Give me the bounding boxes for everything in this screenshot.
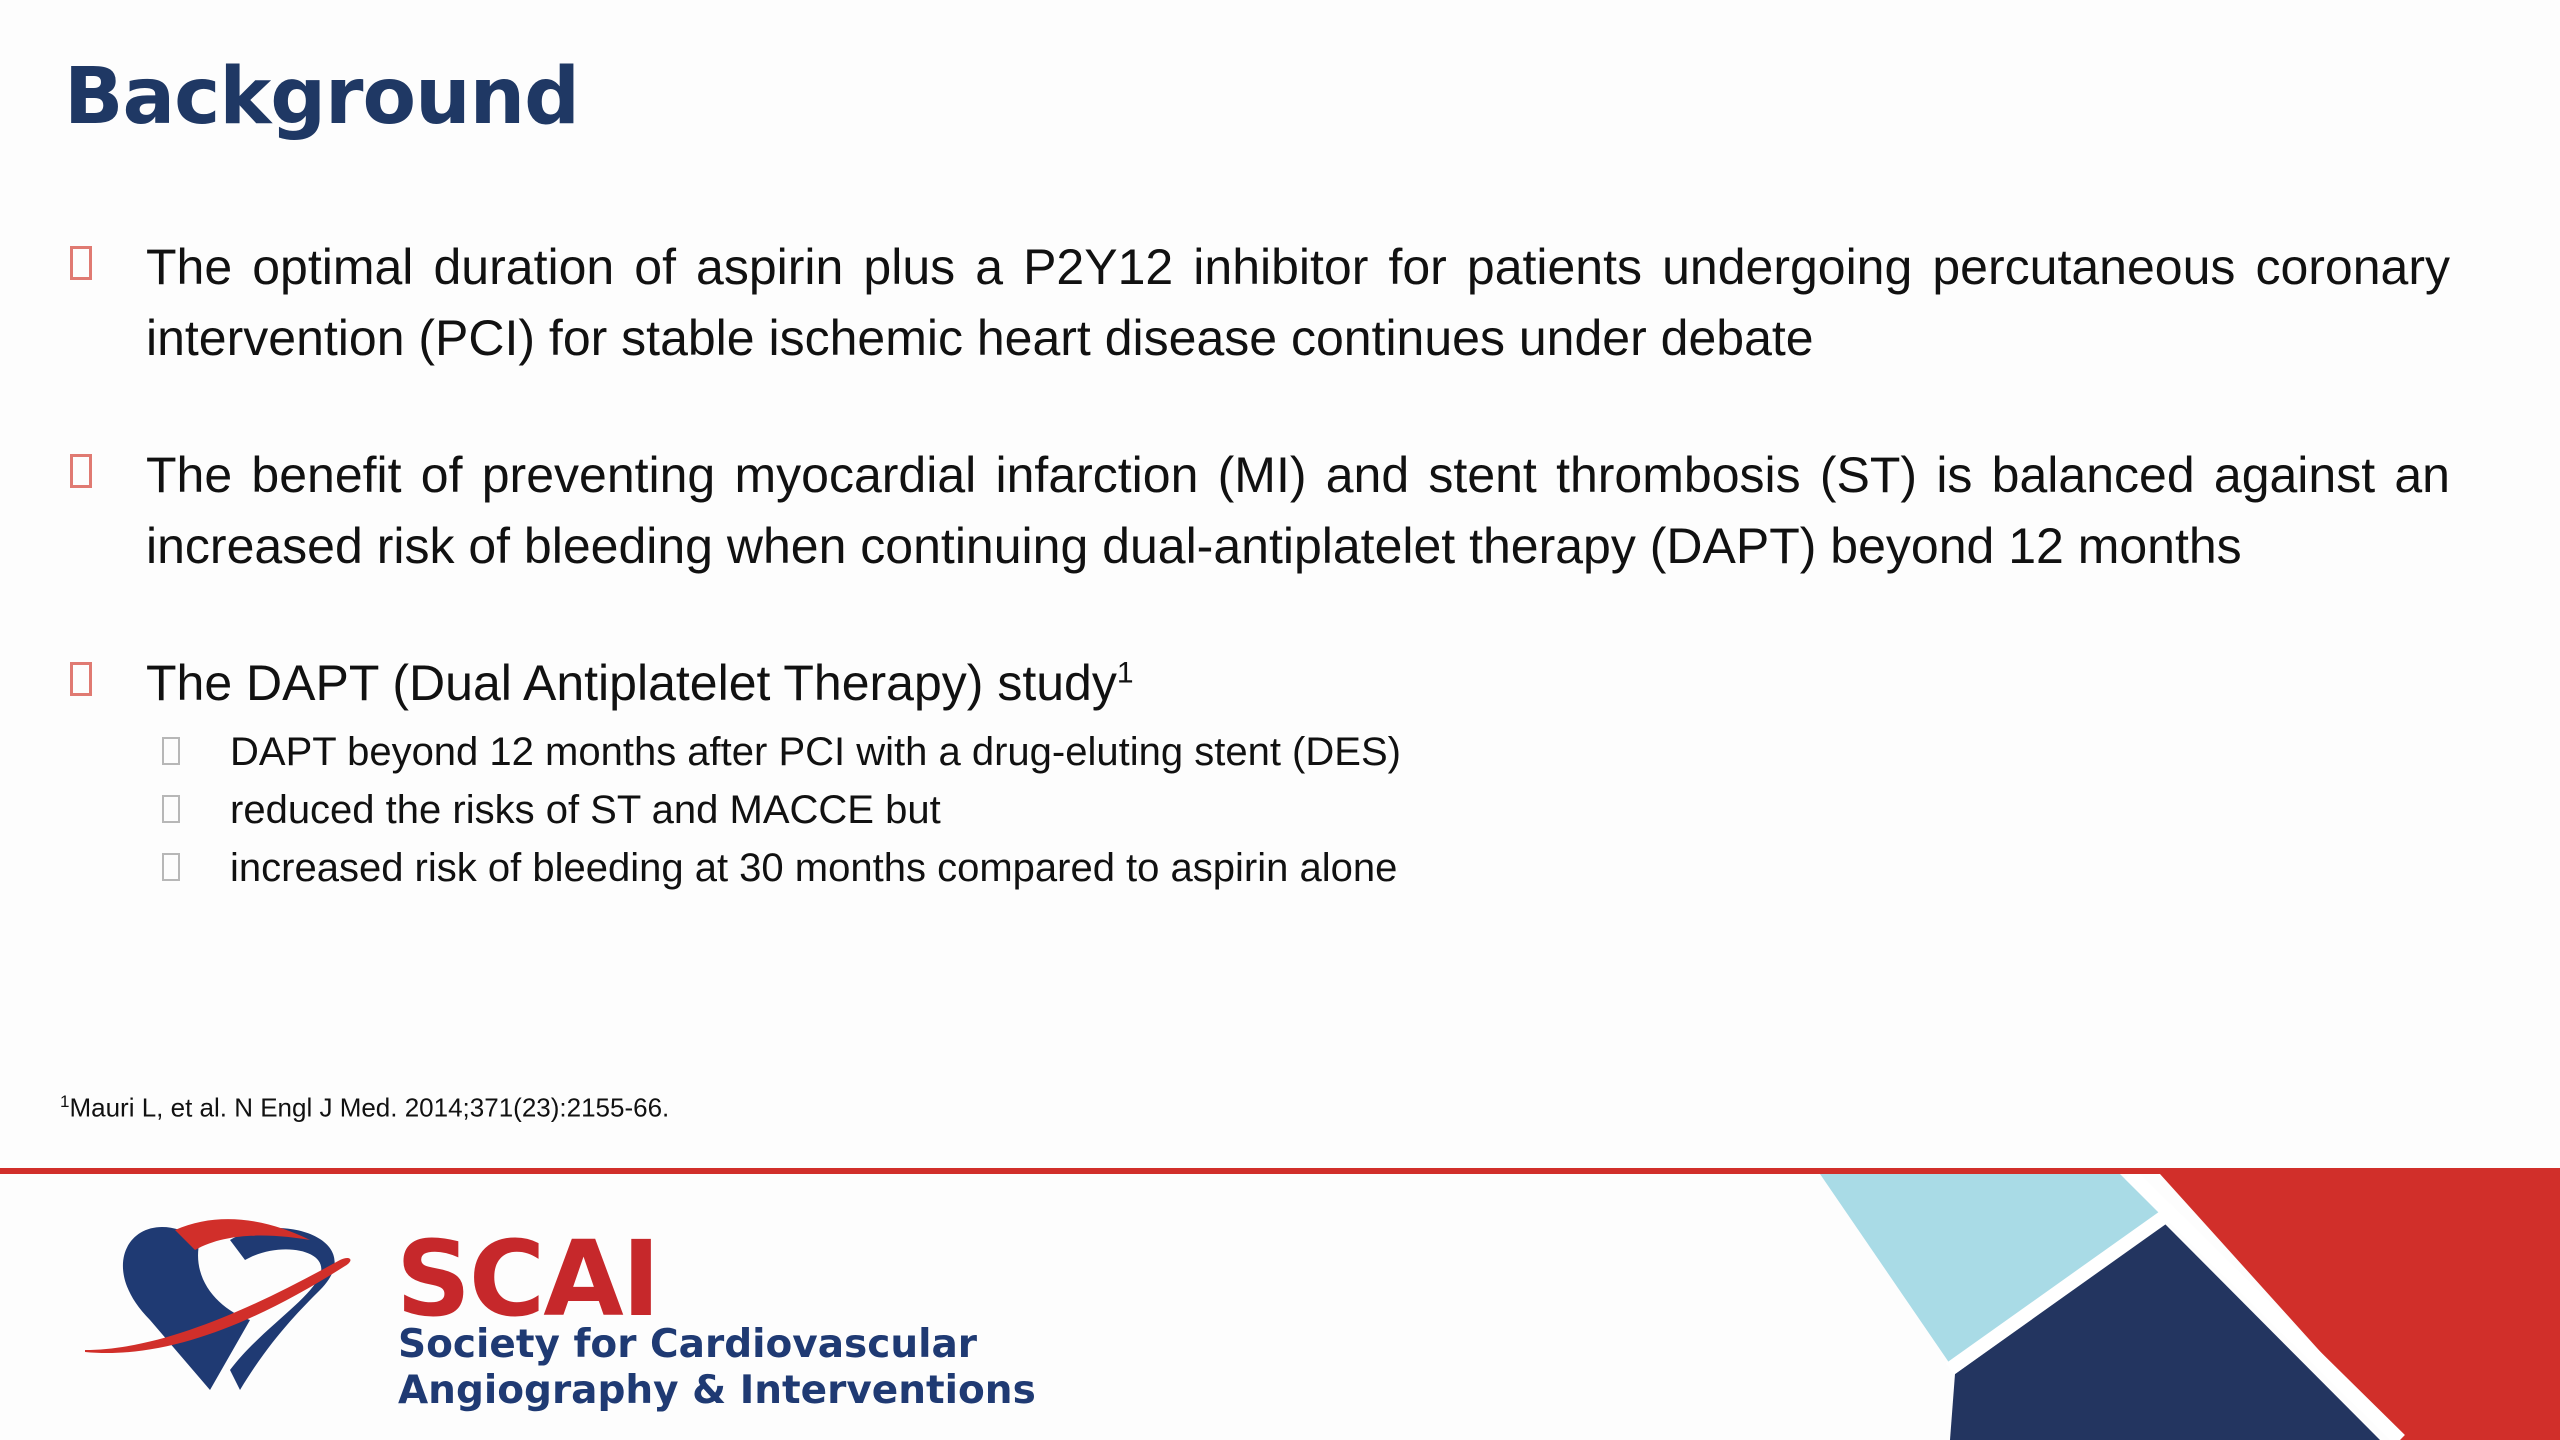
bullet-square-icon <box>70 454 92 488</box>
bullet-text: The DAPT (Dual Antiplatelet Therapy) study <box>146 655 1117 711</box>
sub-bullet-item <box>162 839 2450 897</box>
corner-decoration <box>1800 1174 2560 1440</box>
bullet-item <box>70 440 2450 582</box>
bullet-square-icon <box>70 246 92 280</box>
sub-bullet-item <box>162 781 2450 839</box>
bullet-text: The benefit of preventing myocardial infarction (MI) and stent thrombosis (ST) is balanced against an increased risk of bleeding when continuing dual-antiplatelet therapy (DAPT) beyond 12 months <box>146 447 2450 574</box>
bullet-list <box>70 232 2450 963</box>
brand-name: SCAI <box>396 1218 659 1340</box>
brand-tagline-line1: Society for Cardiovascular <box>398 1322 978 1367</box>
sub-bullet-list <box>146 723 2450 897</box>
reference-text: Mauri L, et al. N Engl J Med. 2014;371(23):2155-66. <box>69 1092 670 1123</box>
scai-heart-logo-icon <box>80 1200 400 1420</box>
reference-footnote <box>60 1092 669 1124</box>
reference-marker: 1 <box>60 1092 70 1111</box>
sub-bullet-text: reduced the risks of ST and MACCE but <box>230 788 941 832</box>
footnote-marker: 1 <box>1116 656 1134 690</box>
sub-bullet-square-icon <box>162 853 180 881</box>
sub-bullet-item <box>162 723 2450 781</box>
slide-title: Background <box>64 52 579 142</box>
bullet-item <box>70 648 2450 897</box>
sub-bullet-square-icon <box>162 795 180 823</box>
sub-bullet-text: DAPT beyond 12 months after PCI with a drug-eluting stent (DES) <box>230 730 1401 774</box>
brand-tagline <box>398 1322 1036 1414</box>
bullet-item <box>70 232 2450 374</box>
bullet-text: The optimal duration of aspirin plus a P2Y12 inhibitor for patients undergoing percutaneous coronary intervention (PCI) for stable ischemic heart disease continues under debate <box>146 239 2450 366</box>
brand-tagline-line2: Angiography & Interventions <box>398 1368 1036 1413</box>
bullet-text-row <box>146 648 2450 719</box>
bullet-square-icon <box>70 662 92 696</box>
sub-bullet-square-icon <box>162 737 180 765</box>
sub-bullet-text: increased risk of bleeding at 30 months compared to aspirin alone <box>230 846 1398 890</box>
